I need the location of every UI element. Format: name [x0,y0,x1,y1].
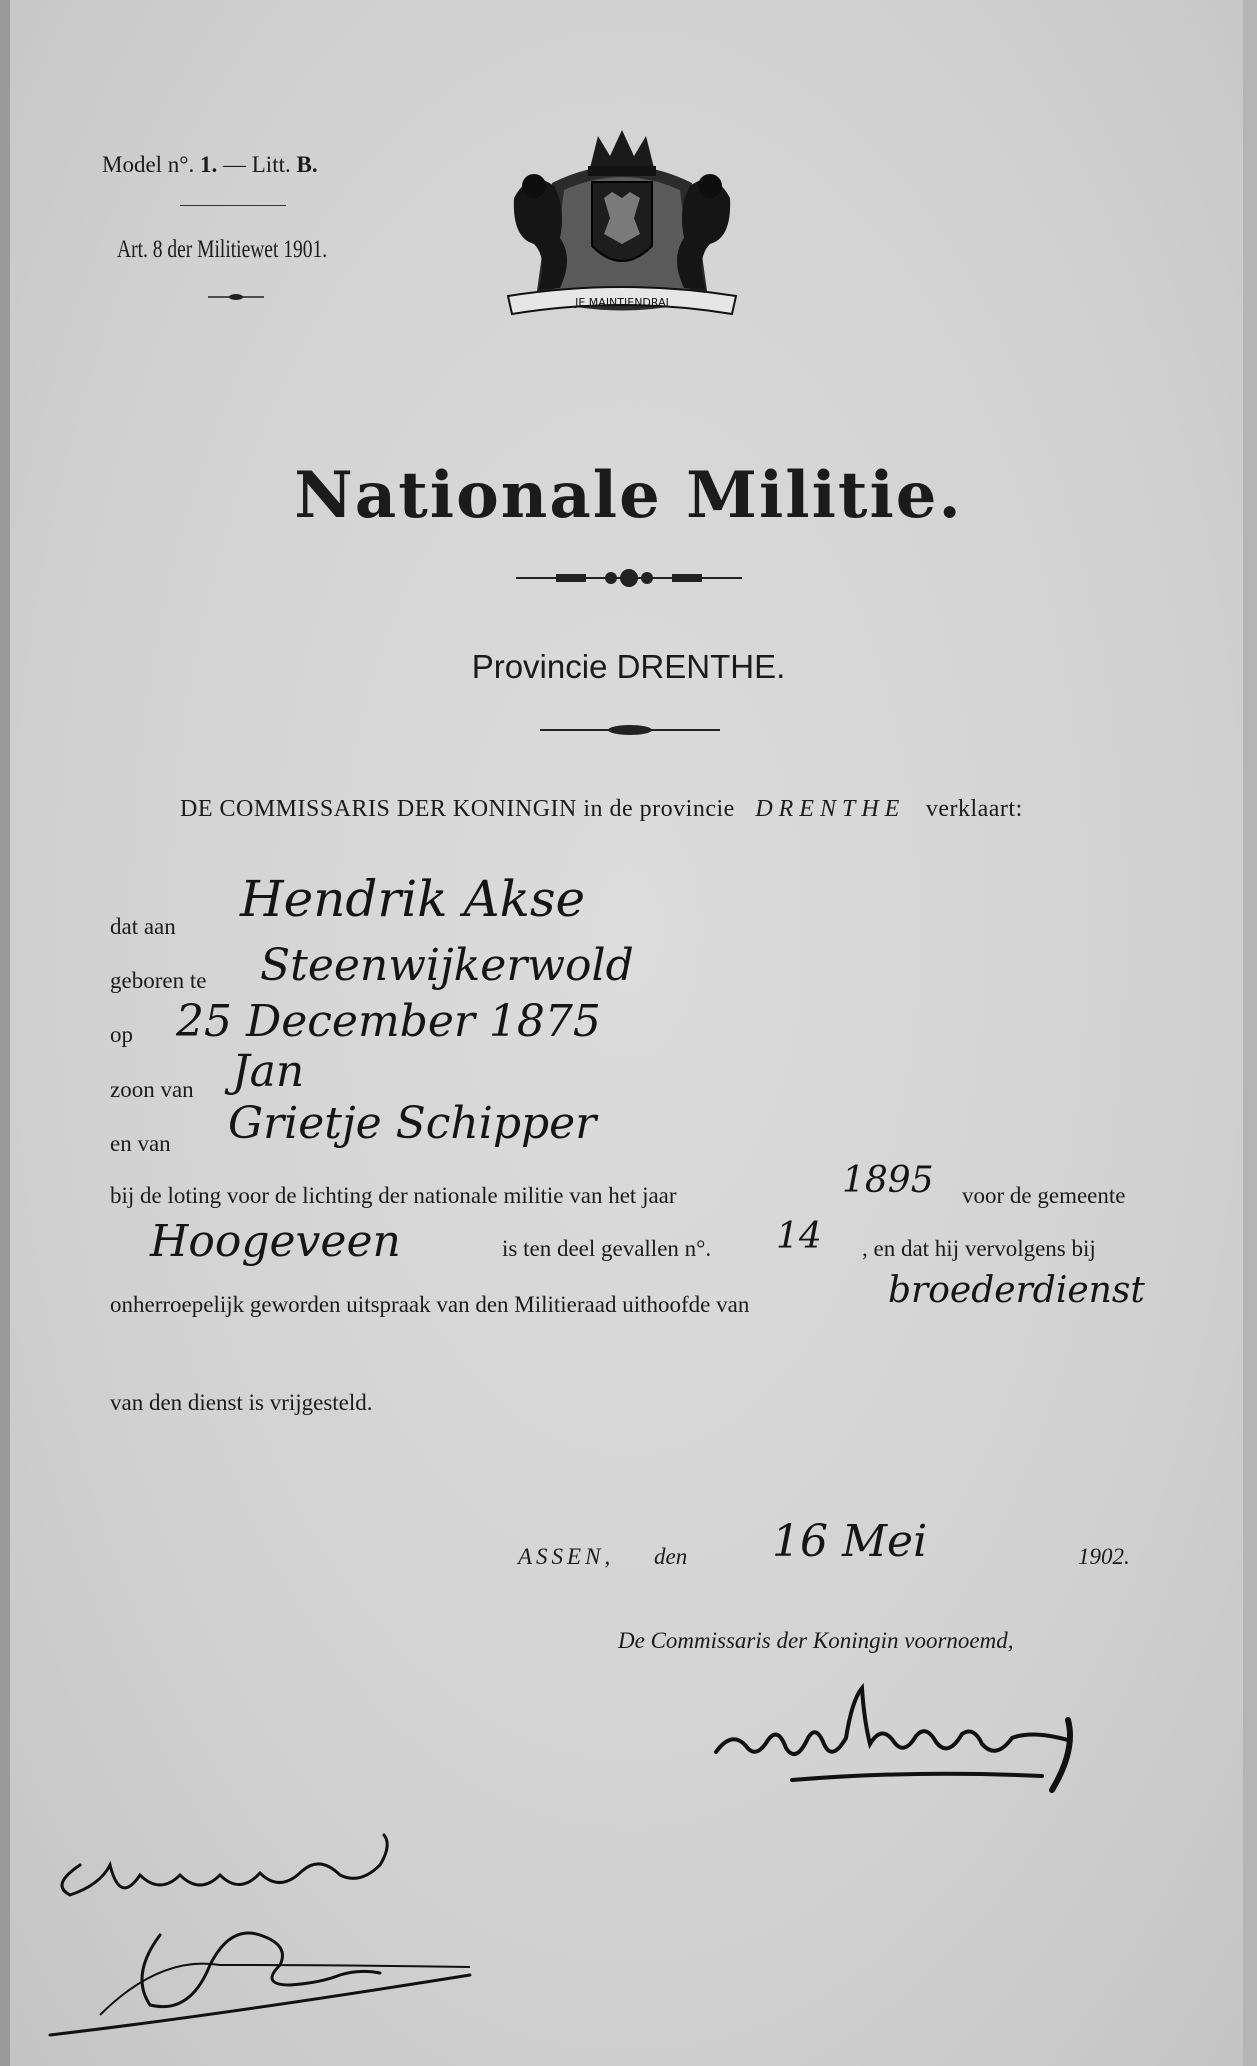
uitspraak-text: onherroepelijk geworden uitspraak van den Militieraad uithoofde van [110,1292,750,1317]
scan-edge-left [0,0,10,2066]
exemption-reason-value: broederdienst [888,1270,1145,1311]
birthplace-label: geboren te [110,968,207,993]
date-label: op [110,1022,133,1047]
year-value: 1895 [842,1160,934,1201]
birthdate-value: 25 December 1875 [176,996,601,1047]
scan-edge-right [1243,0,1257,2066]
province-heading [0,648,1257,686]
province-ornament-icon [540,722,720,738]
province-text: Provincie DRENTHE. [471,648,786,685]
signing-den: den [654,1544,688,1569]
model-prefix: Model n°. [102,152,195,177]
gemeente-text: voor de gemeente [962,1183,1126,1208]
name-label: dat aan [110,914,176,939]
lot-number-value: 14 [776,1216,822,1257]
small-flourish-icon [208,292,264,302]
page-title: Nationale Militie. [294,458,963,533]
commissioner-text: De Commissaris der Koningin voornoemd, [618,1628,1014,1653]
declaration-suffix: verklaart: [925,796,1023,822]
header-divider [180,205,286,206]
name-value: Hendrik Akse [240,870,586,928]
father-label: zoon van [110,1077,194,1102]
father-value: Jan [232,1046,305,1097]
title-ornament-icon [516,566,742,590]
litt-prefix: — Litt. [223,152,291,177]
declaration-prefix: DE COMMISSARIS DER KONINGIN in de provincie [180,796,735,822]
closing-text: van den dienst is vrijgesteld. [110,1390,373,1415]
model-reference [102,152,318,178]
declaration-line [180,796,1023,823]
coat-of-arms-icon [494,128,750,328]
signing-place: ASSEN, [518,1544,615,1569]
commissioner-signature-icon [712,1680,1092,1800]
signing-date-value: 16 Mei [772,1516,928,1567]
mother-label: en van [110,1131,171,1156]
litt-letter: B. [296,152,318,177]
gemeente-value: Hoogeveen [150,1216,401,1267]
birthplace-value: Steenwijkerwold [260,940,634,991]
gevallen-text: is ten deel gevallen n°. [502,1236,712,1261]
signing-year: 1902. [1078,1544,1130,1569]
article-reference: Art. 8 der Militiewet 1901. [117,236,328,263]
crest-motto: JE MAINTIENDRAI [575,296,669,309]
mother-value: Grietje Schipper [228,1098,597,1149]
vervolgens-text: , en dat hij vervolgens bij [862,1236,1096,1261]
declaration-province: DRENTHE [755,796,906,822]
model-number: 1. [200,152,218,177]
registrar-signature-icon [40,1815,480,2045]
loting-text: bij de loting voor de lichting der nationale militie van het jaar [110,1183,677,1208]
